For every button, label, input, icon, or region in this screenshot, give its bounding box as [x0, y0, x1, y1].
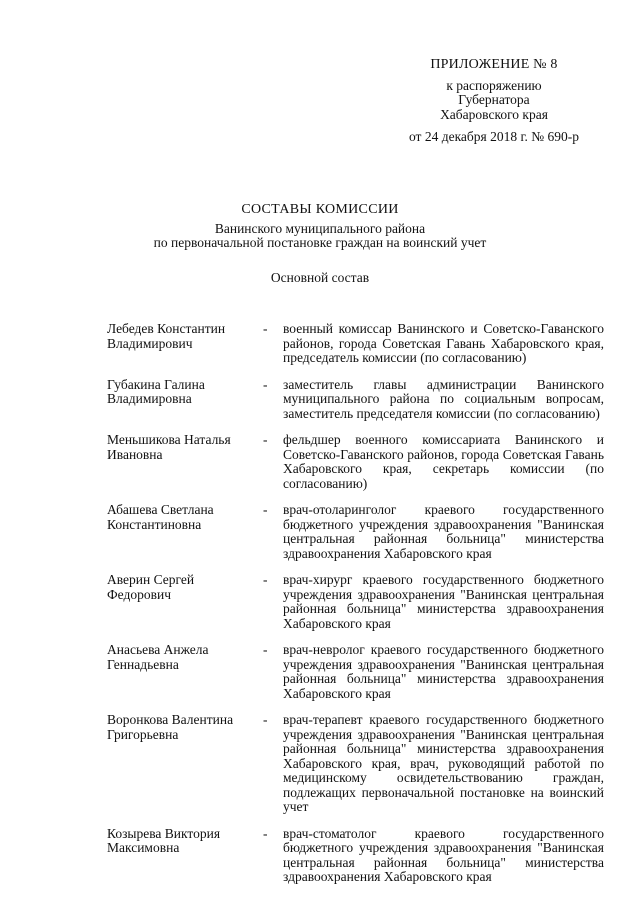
members-list: [107, 322, 604, 897]
member-name: Козырева Виктория Максимовна: [107, 825, 221, 855]
document-title-block: [0, 203, 640, 285]
member-row: [107, 322, 604, 366]
document-subtitle-district: Ванинского муниципального района: [214, 220, 426, 236]
member-dash: -: [263, 572, 268, 587]
appendix-date: от 24 декабря 2018 г. № 690-р: [408, 129, 580, 144]
member-role: врач-терапевт краевого государственного бюджетного учреждения здравоохранения "Ванинская центральная районная больница" министерства здравоохранения Хабаровского края, врач, руководящий работой по медицинскому освидетельствованию граждан, подлежащих первоначальной постановке на воинский учет: [283, 712, 604, 814]
member-row: [107, 573, 604, 631]
appendix-line-region: Хабаровского края: [440, 106, 548, 122]
member-dash: -: [263, 825, 268, 841]
member-role: врач-невролог краевого государственного бюджетного учреждения здравоохранения "Ванинская центральная районная больница" министерства здравоохранения Хабаровского края: [283, 642, 604, 701]
member-name: Лебедев Константин Владимирович: [107, 321, 226, 351]
member-role: фельдшер военного комиссариата Ванинского и Советско-Гаванского районов, города Советская Гавань Хабаровского края, секретарь комиссии (по согласованию): [283, 432, 604, 491]
member-role: заместитель главы администрации Ванинского муниципального района по социальным вопросам, заместитель председателя комиссии (по согласованию): [283, 376, 604, 421]
member-row: [107, 643, 604, 701]
document-subtitle-purpose: по первоначальной постановке граждан на воинский учет: [153, 235, 487, 250]
member-dash: -: [263, 712, 268, 727]
member-name: Анасьева Анжела Геннадьевна: [107, 642, 209, 672]
appendix-line-governor: Губернатора: [458, 92, 530, 107]
member-name: Абашева Светлана Константиновна: [107, 502, 214, 532]
appendix-title: ПРИЛОЖЕНИЕ № 8: [430, 57, 558, 72]
member-name: Воронкова Валентина Григорьевна: [107, 712, 234, 742]
member-role: врач-хирург краевого государственного бюджетного учреждения здравоохранения "Ванинская центральная районная больница" министерства здравоохранения Хабаровского края: [283, 572, 604, 631]
member-dash: -: [263, 642, 268, 657]
appendix-line-order: к распоряжению: [446, 77, 542, 93]
document-title: СОСТАВЫ КОМИССИИ: [241, 202, 399, 217]
member-dash: -: [263, 502, 268, 517]
member-name: Меньшикова Наталья Ивановна: [107, 432, 231, 462]
member-role: врач-стоматолог краевого государственного бюджетного учреждения здравоохранения "Ванинская центральная районная больница" министерства здравоохранения Хабаровского края: [283, 825, 604, 884]
member-dash: -: [263, 376, 268, 392]
member-dash: -: [263, 321, 268, 336]
member-row: [107, 503, 604, 561]
member-row: [107, 713, 604, 815]
member-role: врач-отоларинголог краевого государственного бюджетного учреждения здравоохранения "Ванинская центральная районная больница" министерства здравоохранения Хабаровского края: [283, 502, 604, 561]
section-title: Основной состав: [270, 269, 370, 285]
member-row: [107, 433, 604, 491]
member-role: военный комиссар Ванинского и Советско-Гаванского районов, города Советская Гавань Хабаровского края, председатель комиссии (по согласованию): [283, 321, 604, 365]
member-name: Губакина Галина Владимировна: [107, 376, 205, 406]
member-row: [107, 378, 604, 422]
member-name: Аверин Сергей Федорович: [107, 572, 195, 602]
member-row: [107, 827, 604, 885]
member-dash: -: [263, 432, 268, 447]
appendix-header: [380, 58, 608, 145]
